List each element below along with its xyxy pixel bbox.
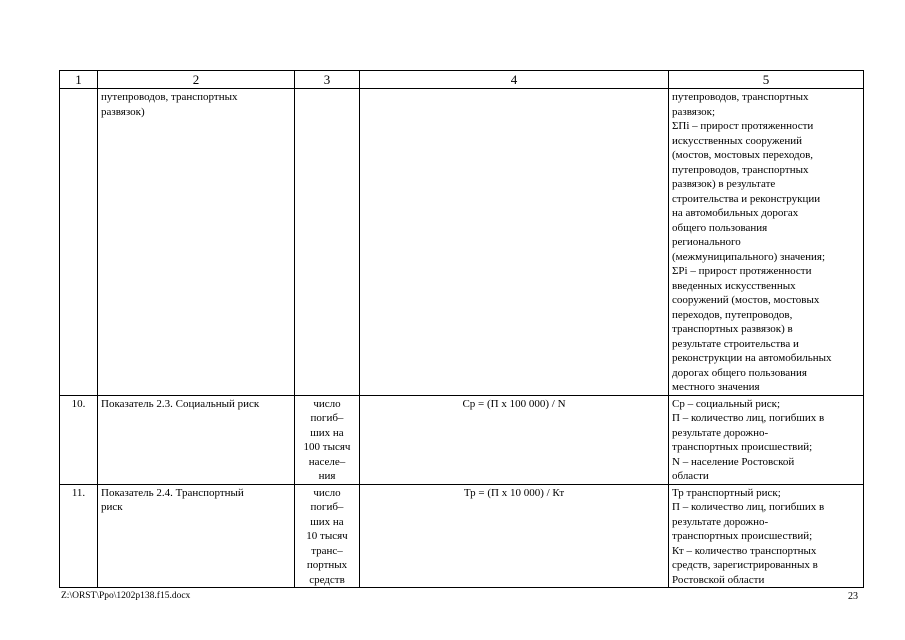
- formula-description-line: Ростовской области: [672, 573, 765, 586]
- indicator-name: [98, 89, 295, 396]
- formula-description-line: П – количество лиц, погибших в: [672, 412, 825, 424]
- footer-file-path: Z:\ORST\Ppo\1202p138.f15.docx: [61, 591, 191, 601]
- row-number: 11.: [60, 484, 98, 588]
- formula-description-line: переходов, путепроводов,: [672, 308, 793, 321]
- indicator-table: [59, 70, 864, 588]
- formula-description-line: реконструкции на автомобильных: [672, 352, 832, 364]
- unit-of-measure-line: число: [313, 397, 341, 410]
- page-number: 23: [848, 591, 858, 602]
- unit-of-measure-line: число: [313, 486, 341, 499]
- indicator-name-line: Показатель 2.3. Социальный риск: [101, 397, 260, 410]
- formula: Тр = (П х 10 000) / Кт: [360, 484, 669, 588]
- table-row: [60, 395, 864, 484]
- indicator-name-line: Показатель 2.4. Транспортный: [101, 486, 244, 499]
- table-row: [60, 89, 864, 396]
- formula-description-line: ΣPi – прирост протяженности: [672, 265, 812, 277]
- formula-description-line: результате дорожно-: [672, 515, 769, 528]
- formula-description: [669, 395, 864, 484]
- formula-description: [669, 89, 864, 396]
- formula-description-line: искусственных сооружений: [672, 134, 803, 147]
- formula-description-line: развязок) в результате: [672, 178, 776, 190]
- header-col-2: 2: [98, 71, 295, 89]
- indicator-name-line: путепроводов, транспортных: [101, 91, 238, 103]
- indicator-name: [98, 484, 295, 588]
- header-col-4: 4: [360, 71, 669, 89]
- formula-description-line: результате строительства и: [672, 337, 799, 350]
- formula-description-line: регионального: [672, 236, 741, 248]
- formula-description-line: путепроводов, транспортных: [672, 163, 809, 176]
- formula-description-line: развязок;: [672, 105, 716, 118]
- formula-description-line: строительства и реконструкции: [672, 192, 821, 205]
- unit-of-measure-line: ших на: [310, 515, 344, 528]
- formula-description-line: общего пользования: [672, 221, 768, 234]
- unit-of-measure-line: ния: [318, 470, 336, 482]
- formula-description-line: (мостов, мостовых переходов,: [672, 149, 814, 161]
- formula-description-line: на автомобильных дорогах: [672, 207, 799, 219]
- formula: [360, 89, 669, 396]
- row-number: [60, 89, 98, 396]
- formula-description-line: (межмуниципального) значения;: [672, 250, 826, 263]
- unit-of-measure-line: транс–: [311, 544, 343, 557]
- unit-of-measure: [295, 89, 360, 396]
- header-col-3: 3: [295, 71, 360, 89]
- formula-description: [669, 484, 864, 588]
- formula-description-line: местного значения: [672, 381, 760, 393]
- formula-description-line: транспортных развязок) в: [672, 323, 793, 335]
- formula-description-line: N – население Ростовской: [672, 455, 795, 468]
- unit-of-measure-line: погиб–: [310, 412, 344, 424]
- unit-of-measure-line: населе–: [308, 455, 346, 468]
- unit-of-measure-line: 10 тысяч: [306, 530, 348, 542]
- formula-description-line: транспортных происшествий;: [672, 530, 813, 542]
- row-number: 10.: [60, 395, 98, 484]
- formula: Ср = (П х 100 000) / N: [360, 395, 669, 484]
- formula-description-line: Кт – количество транспортных: [672, 544, 817, 557]
- indicator-name-line: риск: [101, 501, 123, 513]
- unit-of-measure-line: портных: [306, 559, 348, 571]
- formula-description-line: дорогах общего пользования: [672, 366, 807, 379]
- header-col-1: 1: [60, 71, 98, 89]
- formula-description-line: Ср – социальный риск;: [672, 397, 781, 410]
- unit-of-measure: [295, 484, 360, 588]
- indicator-name: [98, 395, 295, 484]
- unit-of-measure-line: средств: [309, 573, 345, 586]
- formula-description-line: транспортных происшествий;: [672, 441, 813, 453]
- formula-description-line: результате дорожно-: [672, 426, 769, 439]
- unit-of-measure: [295, 395, 360, 484]
- formula-description-line: ΣПi – прирост протяженности: [672, 120, 814, 132]
- table-row: [60, 484, 864, 588]
- unit-of-measure-line: погиб–: [310, 501, 344, 513]
- header-col-5: 5: [669, 71, 864, 89]
- formula-description-line: П – количество лиц, погибших в: [672, 501, 825, 513]
- indicator-name-line: развязок): [101, 105, 145, 118]
- unit-of-measure-line: ших на: [310, 426, 344, 439]
- unit-of-measure-line: 100 тысяч: [303, 441, 351, 453]
- formula-description-line: введенных искусственных: [672, 279, 796, 292]
- formula-description-line: Тр транспортный риск;: [672, 486, 781, 499]
- formula-description-line: путепроводов, транспортных: [672, 91, 809, 103]
- formula-description-line: сооружений (мостов, мостовых: [672, 294, 820, 306]
- formula-description-line: области: [672, 470, 709, 482]
- formula-description-line: средств, зарегистрированных в: [672, 559, 818, 571]
- header-row: [60, 71, 864, 89]
